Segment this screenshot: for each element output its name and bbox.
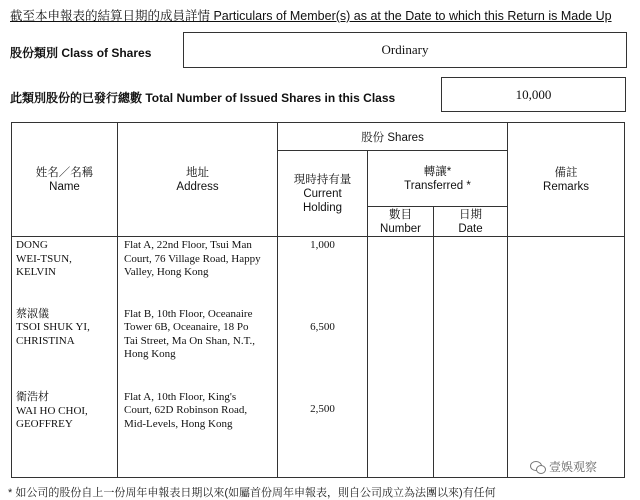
remarks-cell — [508, 237, 625, 478]
member-address: Flat B, 10th Floor, Oceanaire Tower 6B, Oceanaire, 18 Po Tai Street, Ma On Shan, N.T., Hong Kong — [124, 307, 256, 360]
transferred-date-cell — [434, 237, 508, 478]
class-of-shares-field: Ordinary — [183, 32, 627, 68]
members-table — [11, 122, 625, 478]
footnote: * 如公司的股份自上一份周年申報表日期以來(如屬首份周年申報表，則自公司成立為法團以來)有任何 — [8, 487, 496, 499]
transferred-header: 轉讓* Transferred * — [368, 151, 508, 207]
class-of-shares-label: 股份類別 Class of Shares — [10, 46, 152, 60]
current-holdings-cell — [278, 237, 368, 478]
number-header: 數目 Number — [368, 207, 434, 237]
wechat-icon — [530, 461, 546, 473]
issued-shares-label: 此類別股份的已發行總數 Total Number of Issued Shares in this Class — [10, 91, 396, 105]
holding-value: 6,500 — [310, 320, 335, 333]
shares-column-header: 股份 Shares — [278, 123, 508, 151]
transferred-number-cell — [368, 237, 434, 478]
member-name: 蔡淑儀 TSOI SHUK YI, CHRISTINA — [16, 307, 90, 347]
date-header: 日期 Date — [434, 207, 508, 237]
member-name: DONG WEI-TSUN, KELVIN — [16, 239, 72, 278]
member-name: 衛浩材 WAI HO CHOI, GEOFFREY — [16, 391, 88, 430]
section-heading: 截至本申報表的結算日期的成員詳情 Particulars of Member(s) as at the Date to which this Return is Made Up — [10, 9, 612, 23]
holding-value: 1,000 — [310, 239, 335, 251]
address-column-header: 地址 Address — [118, 123, 278, 237]
watermark-text: 壹娛观察 — [549, 460, 598, 474]
current-holding-header: 現時持有量 Current Holding — [278, 151, 368, 237]
watermark — [530, 458, 597, 475]
member-address: Flat A, 22nd Floor, Tsui Man Court, 76 Village Road, Happy Valley, Hong Kong — [124, 239, 261, 278]
holding-value: 2,500 — [310, 403, 335, 415]
issued-shares-field: 10,000 — [441, 77, 626, 112]
member-addresses-cell — [118, 237, 278, 478]
member-address: Flat A, 10th Floor, King's Court, 62D Robinson Road, Mid-Levels, Hong Kong — [124, 390, 248, 430]
name-column-header: 姓名／名稱 Name — [12, 123, 118, 237]
table-row — [12, 237, 625, 478]
remarks-column-header: 備註 Remarks — [508, 123, 625, 237]
member-names-cell — [12, 237, 118, 478]
